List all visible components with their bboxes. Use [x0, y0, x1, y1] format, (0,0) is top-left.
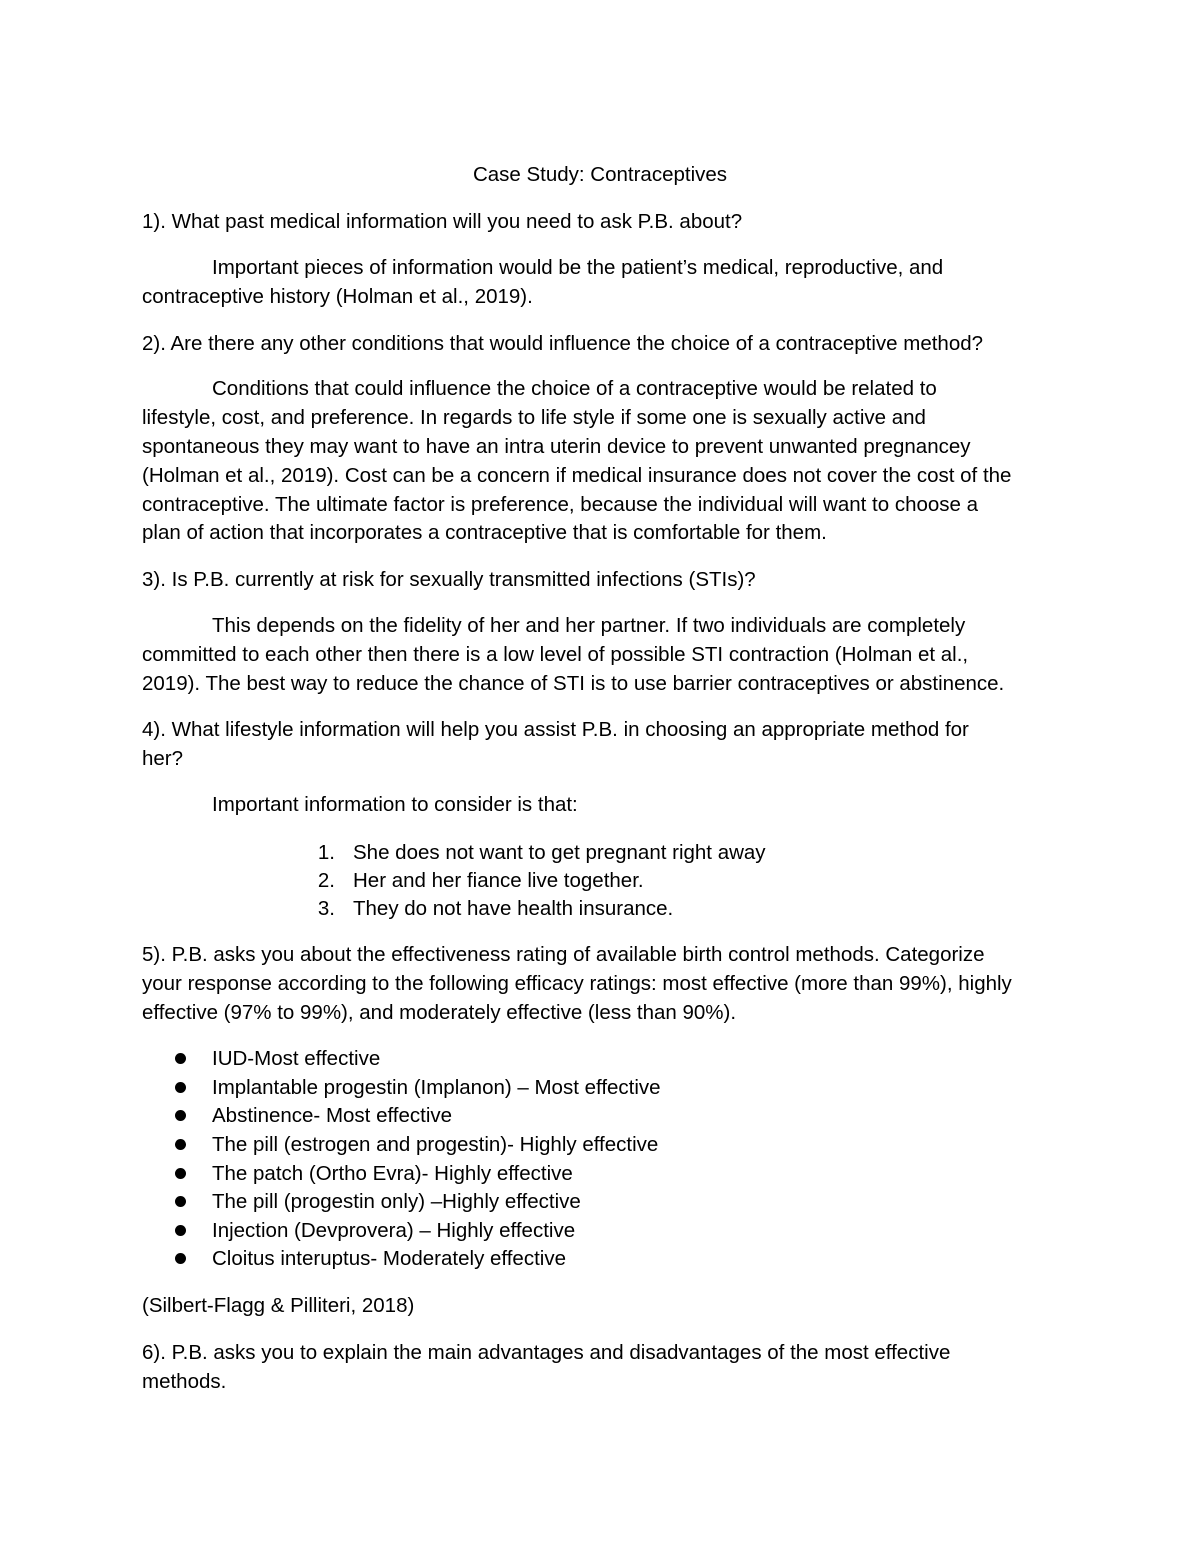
- page-title: Case Study: Contraceptives: [472, 163, 728, 186]
- answer-3-line-1: This depends on the fidelity of her and her partner. If two individuals are completely: [212, 614, 966, 637]
- list-item: Abstinence- Most effective: [212, 1104, 453, 1127]
- answer-3-line-2: committed to each other then there is a low level of possible STI contraction (Holman et al.,: [142, 643, 969, 666]
- numbered-item: They do not have health insurance.: [353, 897, 674, 920]
- answer-4-intro: Important information to consider is that:: [212, 793, 578, 816]
- list-item: The patch (Ortho Evra)- Highly effective: [212, 1162, 573, 1185]
- answer-1-line-1: Important pieces of information would be the patient’s medical, reproductive, and: [212, 256, 944, 279]
- citation: (Silbert-Flagg & Pilliteri, 2018): [142, 1294, 415, 1317]
- answer-2-line-2: lifestyle, cost, and preference. In regards to life style if some one is sexually active and: [142, 406, 926, 429]
- answer-2-line-6: plan of action that incorporates a contraceptive that is comfortable for them.: [142, 521, 827, 544]
- question-5-line-1: 5). P.B. asks you about the effectiveness rating of available birth control methods. Categorize: [142, 943, 985, 966]
- numbered-item: Her and her fiance live together.: [353, 869, 644, 892]
- answer-2-line-5: contraceptive. The ultimate factor is preference, because the individual will want to choose a: [142, 493, 979, 516]
- list-item: The pill (estrogen and progestin)- Highly effective: [212, 1133, 659, 1156]
- question-6-line-1: 6). P.B. asks you to explain the main advantages and disadvantages of the most effective: [142, 1341, 951, 1364]
- list-item: Implantable progestin (Implanon) – Most effective: [212, 1076, 661, 1099]
- numbered-item-marker: 2.: [317, 869, 335, 892]
- answer-3-line-3: 2019). The best way to reduce the chance of STI is to use barrier contraceptives or abstinence.: [142, 672, 1005, 695]
- bullet-icon: [175, 1168, 186, 1179]
- numbered-item: She does not want to get pregnant right away: [353, 841, 766, 864]
- bullet-icon: [175, 1053, 186, 1064]
- answer-1-line-2: contraceptive history (Holman et al., 2019).: [142, 285, 533, 308]
- numbered-item-marker: 1.: [317, 841, 335, 864]
- list-item: IUD-Most effective: [212, 1047, 381, 1070]
- answer-2-line-4: (Holman et al., 2019). Cost can be a concern if medical insurance does not cover the cost of the: [142, 464, 1012, 487]
- bullet-icon: [175, 1225, 186, 1236]
- question-6-line-2: methods.: [142, 1370, 227, 1393]
- bullet-icon: [175, 1253, 186, 1264]
- list-item: Cloitus interuptus- Moderately effective: [212, 1247, 566, 1270]
- numbered-item-marker: 3.: [317, 897, 335, 920]
- question-5-line-2: your response according to the following efficacy ratings: most effective (more than 99%), highly: [142, 972, 1012, 995]
- question-4-line-2: her?: [142, 747, 184, 770]
- bullet-icon: [175, 1082, 186, 1093]
- bullet-icon: [175, 1110, 186, 1121]
- question-2: 2). Are there any other conditions that would influence the choice of a contraceptive method?: [142, 332, 984, 355]
- question-4-line-1: 4). What lifestyle information will help you assist P.B. in choosing an appropriate method for: [142, 718, 969, 741]
- question-3: 3). Is P.B. currently at risk for sexually transmitted infections (STIs)?: [142, 568, 756, 591]
- list-item: Injection (Devprovera) – Highly effective: [212, 1219, 576, 1242]
- question-1: 1). What past medical information will you need to ask P.B. about?: [142, 210, 743, 233]
- question-5-line-3: effective (97% to 99%), and moderately effective (less than 90%).: [142, 1001, 737, 1024]
- answer-2-line-3: spontaneous they may want to have an intra uterin device to prevent unwanted pregnancey: [142, 435, 971, 458]
- bullet-icon: [175, 1196, 186, 1207]
- list-item: The pill (progestin only) –Highly effective: [212, 1190, 581, 1213]
- answer-2-line-1: Conditions that could influence the choice of a contraceptive would be related to: [212, 377, 937, 400]
- bullet-icon: [175, 1139, 186, 1150]
